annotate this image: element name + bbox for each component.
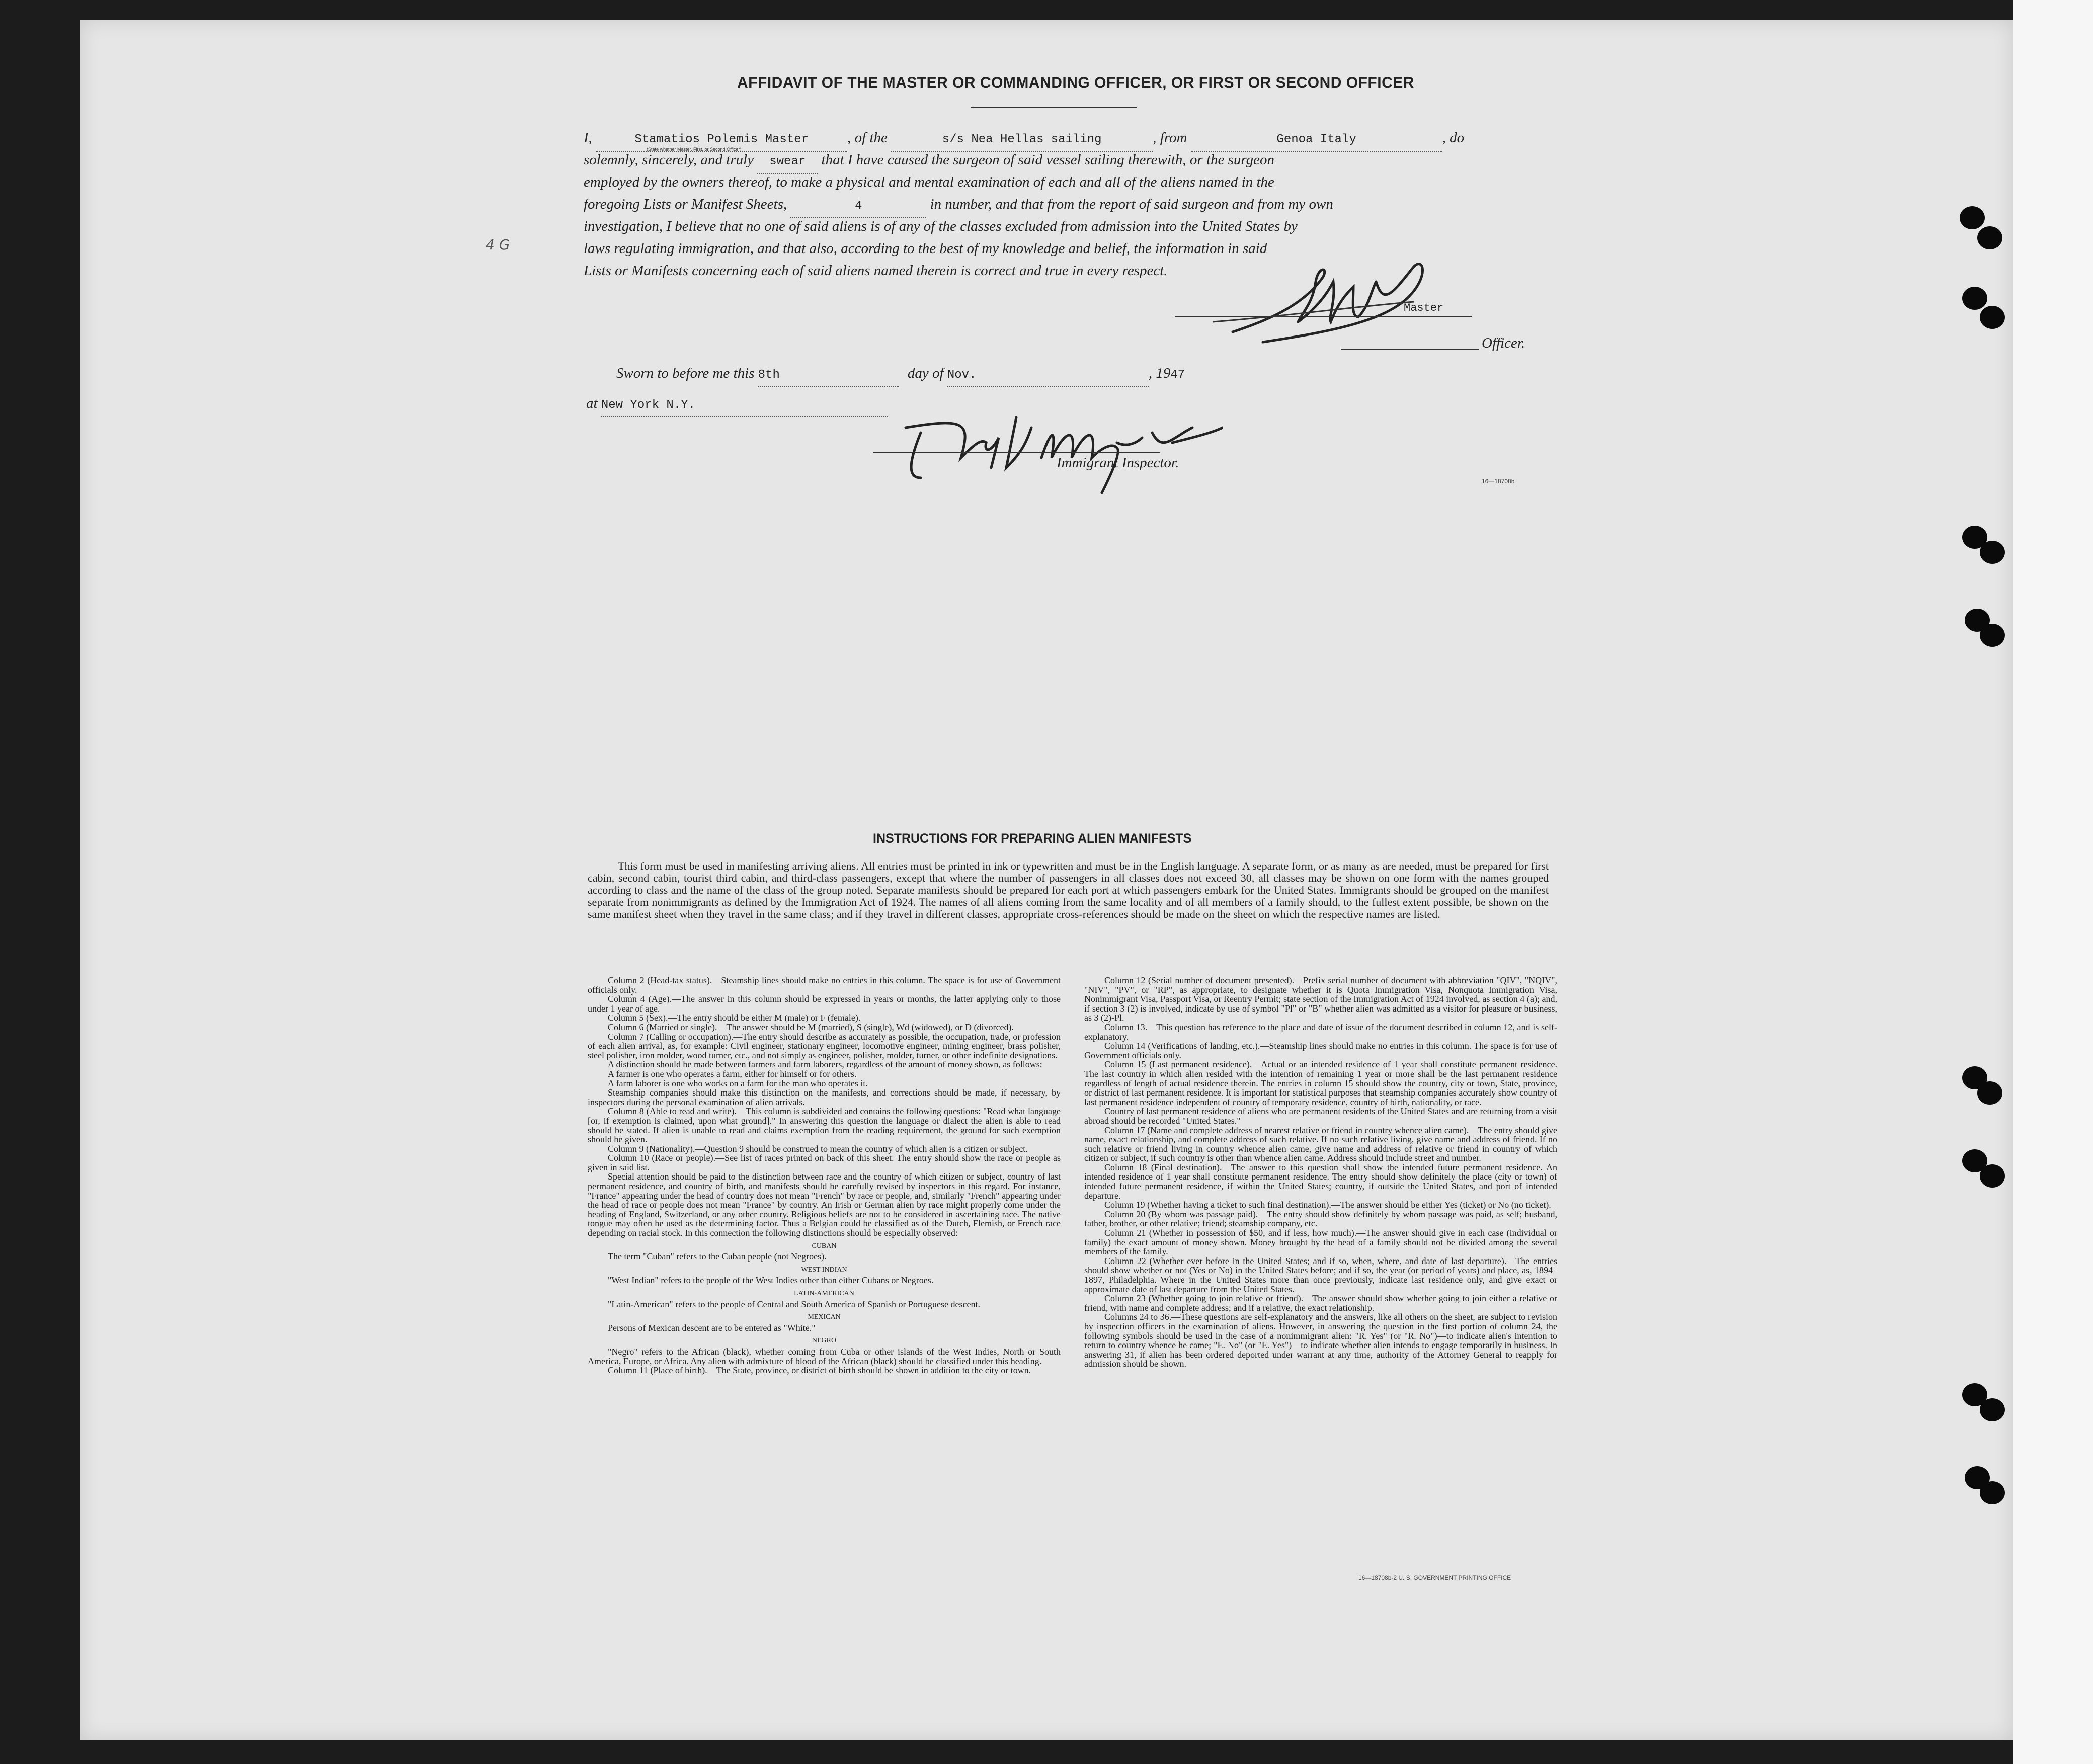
punch-hole <box>1977 226 2002 249</box>
line2-text-a: solemnly, sincerely, and truly <box>584 152 754 168</box>
line1-text-d: , do <box>1442 130 1465 146</box>
left-para: A farmer is one who operates a farm, either for himself or for others. <box>608 1068 857 1079</box>
master-name-field: Stamatios Polemis Master <box>596 129 847 152</box>
oath-field: swear <box>757 151 818 174</box>
left-para: Special attention should be paid to the distinction between race and the country of which citizen or subject, country of last permanent residence, and country of birth, and manifests should be carefully revised by inspectors in this regard. For instance, "France" appearing under the head of country does not mean "French" by race or people, and, similarly "French" appearing under the head of race or people does not mean "France" by country. An Irish or German alien by race might properly come under the heading of England, Switzerland, or any other country. Religious beliefs are not to be considered in ascertaining race. The native tongue may often be used as the determining factor. Thus a Belgian could be classified as of the Dutch, Flemish, or French race depending on racial stock. In this connection the following distinctions should be especially observed: <box>588 1171 1061 1238</box>
sheets-field: 4 <box>790 195 926 218</box>
affidavit-line-6: laws regulating immigration, and that also, according to the best of my knowledge and belief, the information in said <box>584 240 1267 257</box>
port-field: Genoa Italy <box>1191 129 1442 152</box>
officer-sig-line <box>1341 349 1479 350</box>
heading-cuban: CUBAN <box>812 1242 837 1250</box>
sworn-text-a: Sworn to before me this <box>616 365 755 381</box>
printing-office-footer: 16—18708b-2 U. S. GOVERNMENT PRINTING OFFICE <box>1358 1574 1511 1581</box>
heading-negro: NEGRO <box>812 1337 837 1345</box>
para-cuban: The term "Cuban" refers to the Cuban people (not Negroes). <box>608 1251 827 1262</box>
year-prefix: , 19 <box>1148 365 1171 381</box>
left-para: Column 8 (Able to read and write).—This column is subdivided and contains the following questions: "Read what language [or, if exemption is claimed, upon what ground]." In answering this question the language or dialect the alien is able to read should be stated. If alien is unable to read and claims exemption from the reading requirement, the ground for such exemption should be given. <box>588 1106 1061 1145</box>
right-para: Column 15 (Last permanent residence).—Actual or an intended residence of 1 year shall constitute permanent residence. The last country in which alien resided with the intention of remaining 1 year or more shall be the last permanent residence regardless of length of actual residence therein. The entries in column 15 should show the country, city or town, State, province, or district of last permanent residence. It is important for statistical purposes that steamship companies accurately show country of last permanent residence independent of country of temporary residence, country of birth, nationality, or race. <box>1084 1059 1557 1107</box>
line1-text-a: I, <box>584 130 592 146</box>
left-para: Column 5 (Sex).—The entry should be either M (male) or F (female). <box>608 1013 861 1023</box>
right-para: Column 20 (By whom was passage paid).—The entry should show definitely by whom passage was paid, as self; husband, father, brother, or other relative; friend; steamship company, etc. <box>1084 1209 1557 1229</box>
para-west-indian: "West Indian" refers to the people of the West Indies other than either Cubans or Negroes. <box>608 1275 934 1286</box>
officer-hint: (State whether Master, First, or Second Officer) <box>647 147 742 152</box>
vessel-field: s/s Nea Hellas sailing <box>891 129 1153 152</box>
right-para: Column 18 (Final destination).—The answer to this question shall show the intended future permanent residence. An intended residence of 1 year shall constitute permanent residence. The entry should show definitely the place (city or town) of intended future permanent residence, if within the United States; country, if outside the United States, and port of intended departure. <box>1084 1162 1557 1201</box>
line4-text-a: foregoing Lists or Manifest Sheets, <box>584 196 787 212</box>
year-field: 47 <box>1170 368 1185 382</box>
affidavit-line-3: employed by the owners thereof, to make a physical and mental examination of each and all of the aliens named in the <box>584 174 1274 190</box>
para-negro: "Negro" refers to the African (black), whether coming from Cuba or other islands of the West Indies, North or South America, Europe, or Africa. Any alien with admixture of blood of the African (black) should be classified under this heading. <box>588 1346 1061 1366</box>
right-para: Columns 24 to 36.—These questions are self-explanatory and the answers, like all others on the sheet, are subject to revision by inspection officers in the examination of aliens. However, in answering the question in the first portion of column 24, the following symbols should be used in the case of a nonimmigrant alien: "R. Yes" (or "R. No")—to indicate alien's intention to return to country whence he came; "E. No" (or "E. Yes")—to indicate whether alien intends to engage temporarily in business. In answering 31, if alien has been ordered deported under warrant at any time, authority of the Attorney General to reapply for admission should be shown. <box>1084 1312 1557 1369</box>
place-field: New York N.Y. <box>601 394 888 417</box>
officer-label: Officer. <box>1482 335 1525 351</box>
master-signature <box>1202 246 1464 352</box>
punch-hole <box>1980 306 2005 329</box>
sworn-text-b: day of <box>907 365 944 381</box>
left-para: Column 7 (Calling or occupation).—The entry should describe as accurately as possible, the occupation, trade, or profession of each alien arrival, as, for example: Civil engineer, stationary engineer, locomotive engineer, mining engineer, brass polisher, steel polisher, iron molder, wood turner, etc., and not simply as engineer, polisher, molder, turner, or other indefinite designations. <box>588 1031 1061 1060</box>
right-para: Column 22 (Whether ever before in the United States; and if so, when, where, and date of last departure).—The entries should show whether or not (Yes or No) in the United States before; and if so, the year (or period of years) and place, as, 1894–1897, Philadelphia. Where in the United States more than once previously, indicate last residence only, and give exact or approximate date of last departure from the United States. <box>1084 1255 1557 1294</box>
month-field: Nov. <box>947 364 1149 387</box>
affidavit-line-4 <box>584 193 1333 218</box>
instructions-left-column <box>588 976 1061 1375</box>
right-para: Column 19 (Whether having a ticket to such final destination).—The answer should be either Yes (ticket) or No (no ticket). <box>1104 1200 1551 1210</box>
left-para: Column 10 (Race or people).—See list of races printed on back of this sheet. The entry should show the race or people as given in said list. <box>588 1153 1061 1172</box>
right-para: Column 21 (Whether in possession of $50, and if less, how much).—The answer should give in each case (individual or family) the exact amount of money shown. Money brought by the head of a family should not be divided among the several members of the family. <box>1084 1228 1557 1257</box>
punch-hole <box>1980 541 2005 564</box>
at-label: at <box>586 395 598 411</box>
line2-text-b: that I have caused the surgeon of said vessel sailing therewith, or the surgeon <box>821 152 1275 168</box>
inspector-label: Immigrant Inspector. <box>1057 455 1179 471</box>
punch-hole <box>1977 1081 2002 1105</box>
punch-hole <box>1980 624 2005 647</box>
affidavit-line-7: Lists or Manifests concerning each of said aliens named therein is correct and true in every respect. <box>584 263 1168 279</box>
para-column-11: Column 11 (Place of birth).—The State, province, or district of birth should be shown in addition to the city or town. <box>608 1365 1031 1376</box>
punch-hole <box>1960 206 1985 229</box>
inspector-signature <box>891 397 1223 498</box>
instructions-right-column <box>1084 976 1557 1369</box>
left-para: Column 4 (Age).—The answer in this column should be expressed in years or months, the latter applying only to those under 1 year of age. <box>588 994 1061 1014</box>
punch-hole <box>1980 1481 2005 1504</box>
line1-text-b: , of the <box>847 130 888 146</box>
left-para: Steamship companies should make this distinction on the manifests, and corrections should be made, if necessary, by inspectors during the personal examination of alien arrivals. <box>588 1087 1061 1107</box>
affidavit-title: AFFIDAVIT OF THE MASTER OR COMMANDING OFFICER, OR FIRST OR SECOND OFFICER <box>737 74 1414 91</box>
title-underline <box>971 107 1137 108</box>
left-para: Column 6 (Married or single).—The answer should be M (married), S (single), Wd (widowed), or D (divorced). <box>608 1022 1014 1032</box>
affidavit-line-5: investigation, I believe that no one of said aliens is of any of the classes excluded from admission into the United States by <box>584 218 1298 234</box>
punch-hole <box>1980 1164 2005 1188</box>
form-number: 16—18708b <box>1482 478 1515 485</box>
line4-text-b: in number, and that from the report of said surgeon and from my own <box>930 196 1333 212</box>
instructions-title: INSTRUCTIONS FOR PREPARING ALIEN MANIFESTS <box>873 831 1192 846</box>
punch-hole <box>1962 287 1987 310</box>
right-para: Column 14 (Verifications of landing, etc.).—Steamship lines should make no entries in this column. The space is for use of Government officials only. <box>1084 1041 1557 1060</box>
para-mexican: Persons of Mexican descent are to be entered as "White." <box>608 1322 816 1333</box>
heading-latin-american: LATIN-AMERICAN <box>794 1290 854 1297</box>
heading-west-indian: WEST INDIAN <box>801 1266 847 1274</box>
affidavit-line-2 <box>584 149 1274 174</box>
right-para: Column 13.—This question has reference to the place and date of issue of the document described in column 12, and is self-explanatory. <box>1084 1022 1557 1042</box>
left-para: Column 2 (Head-tax status).—Steamship lines should make no entries in this column. The space is for use of Government officials only. <box>588 975 1061 995</box>
instructions-intro: This form must be used in manifesting arriving aliens. All entries must be printed in ink or typewritten and must be in the English language. A separate form, or as many as are needed, must be prepared for first cabin, second cabin, tourist third cabin, and third-class passengers, except that where the number of passengers in all classes does not exceed 30, all classes may be shown on one form with the names grouped according to class and the name of the class of the group noted. Separate manifests should be prepared for each port at which passengers embark for the United States. Immigrants should be grouped on the manifest separate from nonimmigrants as defined by the Immigration Act of 1924. The names of all aliens coming from the same locality and of all members of a family should, to the fullest extent possible, be shown on the same manifest sheet when they travel in the same class; and if they travel in different classes, appropriate cross-references should be made on the sheet on which the respective names are listed. <box>588 860 1549 920</box>
right-para: Column 17 (Name and complete address of nearest relative or friend in country whence alien came).—The entry should give name, exact relationship, and complete address of such relative. If no such relative living, give name and address of friend. If no such relative or friend living in country whence alien came, give name and address of relative or friend in country of which citizen or subject, if such country is other than whence alien came. Address should include street and number. <box>1084 1125 1557 1163</box>
left-para: A distinction should be made between farmers and farm laborers, regardless of the amount of money shown, as follows: <box>608 1059 1042 1070</box>
master-sig-line <box>1175 316 1472 317</box>
place-line <box>586 392 888 417</box>
margin-note: 4 G <box>486 236 510 253</box>
line1-text-c: , from <box>1153 130 1187 146</box>
left-para: Column 9 (Nationality).—Question 9 should be construed to mean the country of which alien is a citizen or subject. <box>608 1143 1028 1154</box>
para-latin-american: "Latin-American" refers to the people of Central and South America of Spanish or Portuguese descent. <box>608 1299 980 1309</box>
scan-margin-strip <box>2013 0 2093 1764</box>
heading-mexican: MEXICAN <box>808 1313 841 1321</box>
punch-hole <box>1980 1398 2005 1421</box>
right-para: Column 12 (Serial number of document presented).—Prefix serial number of document with abbreviation "QIV", "NQIV", "NIV", "PV", or "RP", as appropriate, to designate whether it is Quota Immigration Visa, Nonquota Immigration Visa, Nonimmigrant Visa, Passport Visa, or Reentry Permit; state section of the Immigration Act of 1924 involved, as section 4 (a); and, if section 3 (2) is involved, indicate by use of symbol "Pl" or "B" whether alien was admitted as a visitor for pleasure or business, as 3 (2)-Pl. <box>1084 975 1557 1023</box>
right-para: Column 23 (Whether going to join relative or friend).—The answer should show whether going to join either a relative or friend, with name and complete address; and if a relative, the exact relationship. <box>1084 1293 1557 1313</box>
sig-title: Master <box>1404 302 1444 314</box>
right-para: Country of last permanent residence of aliens who are permanent residents of the United States and are returning from a visit abroad should be recorded "United States." <box>1084 1106 1557 1126</box>
sworn-line <box>616 362 1185 387</box>
left-para: A farm laborer is one who works on a farm for the man who operates it. <box>608 1078 868 1088</box>
day-field: 8th <box>758 364 899 387</box>
